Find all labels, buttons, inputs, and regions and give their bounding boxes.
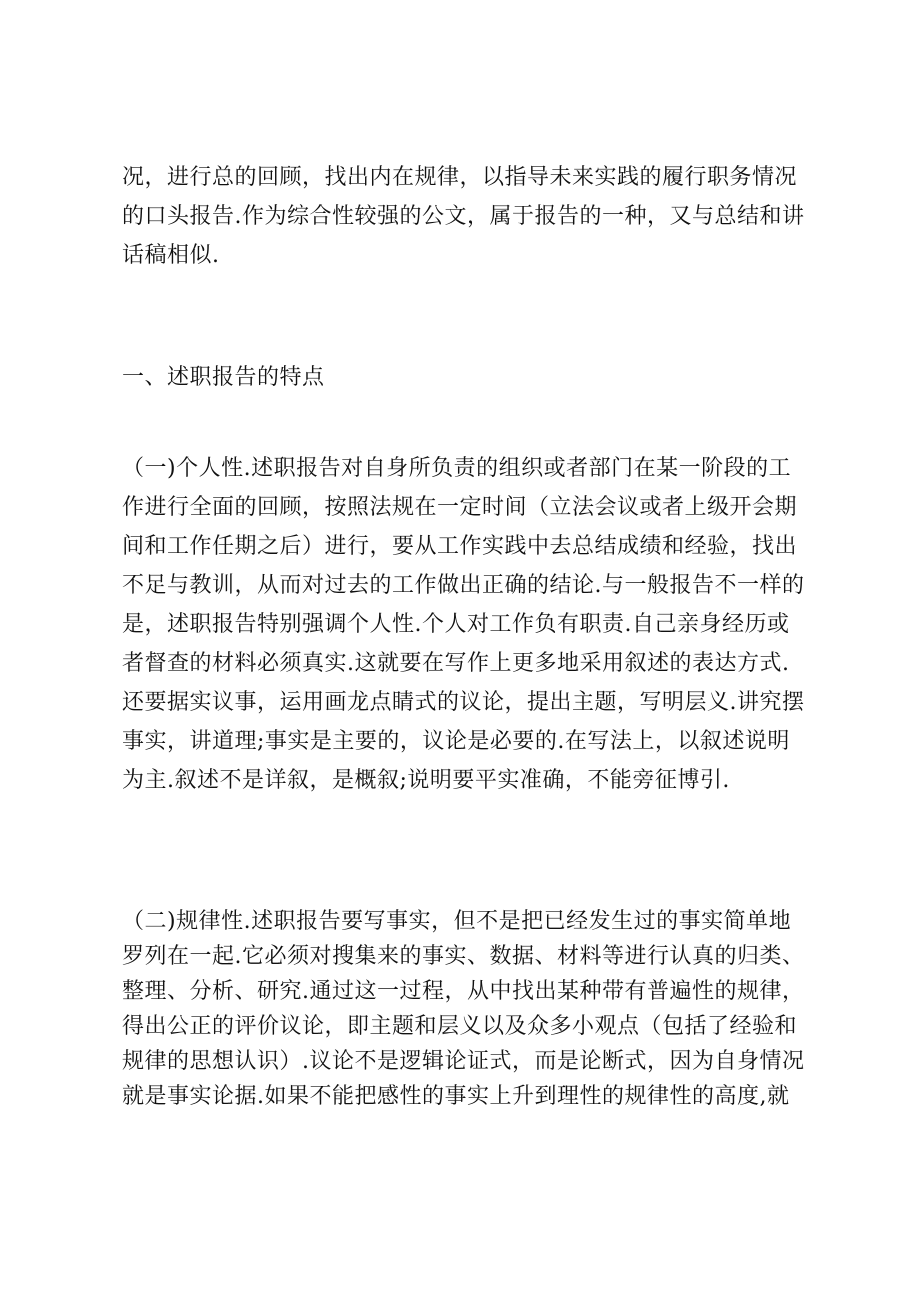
text-line: （二)规律性.述职报告要写事实，但不是把已经发生过的事实简单地 <box>122 909 792 934</box>
text-line: 事实，讲道理;事实是主要的，议论是必要的.在写法上，以叙述说明 <box>122 729 790 754</box>
text-line: 是，述职报告特别强调个人性.个人对工作负有职责.自己亲身经历或 <box>122 612 790 637</box>
text-line: 整理、分析、研究.通过这一过程，从中找出某种带有普遍性的规律， <box>122 979 805 1004</box>
text-line: 还要据实议事，运用画龙点睛式的议论，提出主题，写明层义.讲究摆 <box>122 690 805 715</box>
paragraph-personal-nature <box>122 449 822 800</box>
section-heading <box>122 358 822 397</box>
text-line: 得出公正的评价议论，即主题和层义以及众多小观点（包括了经验和 <box>122 1014 798 1039</box>
text-line: 就是事实论据.如果不能把感性的事实上升到理性的规律性的高度,就 <box>122 1084 790 1109</box>
text-line: 作进行全面的回顾，按照法规在一定时间（立法会议或者上级开会期 <box>122 495 798 520</box>
text-line: 为主.叙述不是详叙，是概叙;说明要平实准确，不能旁征博引. <box>122 768 730 793</box>
text-line: （一)个人性.述职报告对自身所负责的组织或者部门在某一阶段的工 <box>122 456 792 481</box>
text-line: 话稿相似. <box>122 243 220 268</box>
paragraph-regularity <box>122 904 822 1114</box>
text-line: 的口头报告.作为综合性较强的公文，属于报告的一种，又与总结和讲 <box>122 204 805 229</box>
paragraph-intro-continuation <box>122 158 822 275</box>
text-line: 者督查的材料必须真实.这就要在写作上更多地采用叙述的表达方式. <box>122 651 790 676</box>
text-line: 规律的思想认识）.议论不是逻辑论证式，而是论断式，因为自身情况 <box>122 1049 805 1074</box>
text-line: 况，进行总的回顾，找出内在规律，以指导未来实践的履行职务情况 <box>122 165 798 190</box>
text-line: 不足与教训，从而对过去的工作做出正确的结论.与一般报告不一样的 <box>122 573 805 598</box>
section-heading-text: 一、述职报告的特点 <box>122 365 325 390</box>
text-line: 罗列在一起.它必须对搜集来的事实、数据、材料等进行认真的归类、 <box>122 944 805 969</box>
text-line: 间和工作任期之后）进行，要从工作实践中去总结成绩和经验，找出 <box>122 534 798 559</box>
